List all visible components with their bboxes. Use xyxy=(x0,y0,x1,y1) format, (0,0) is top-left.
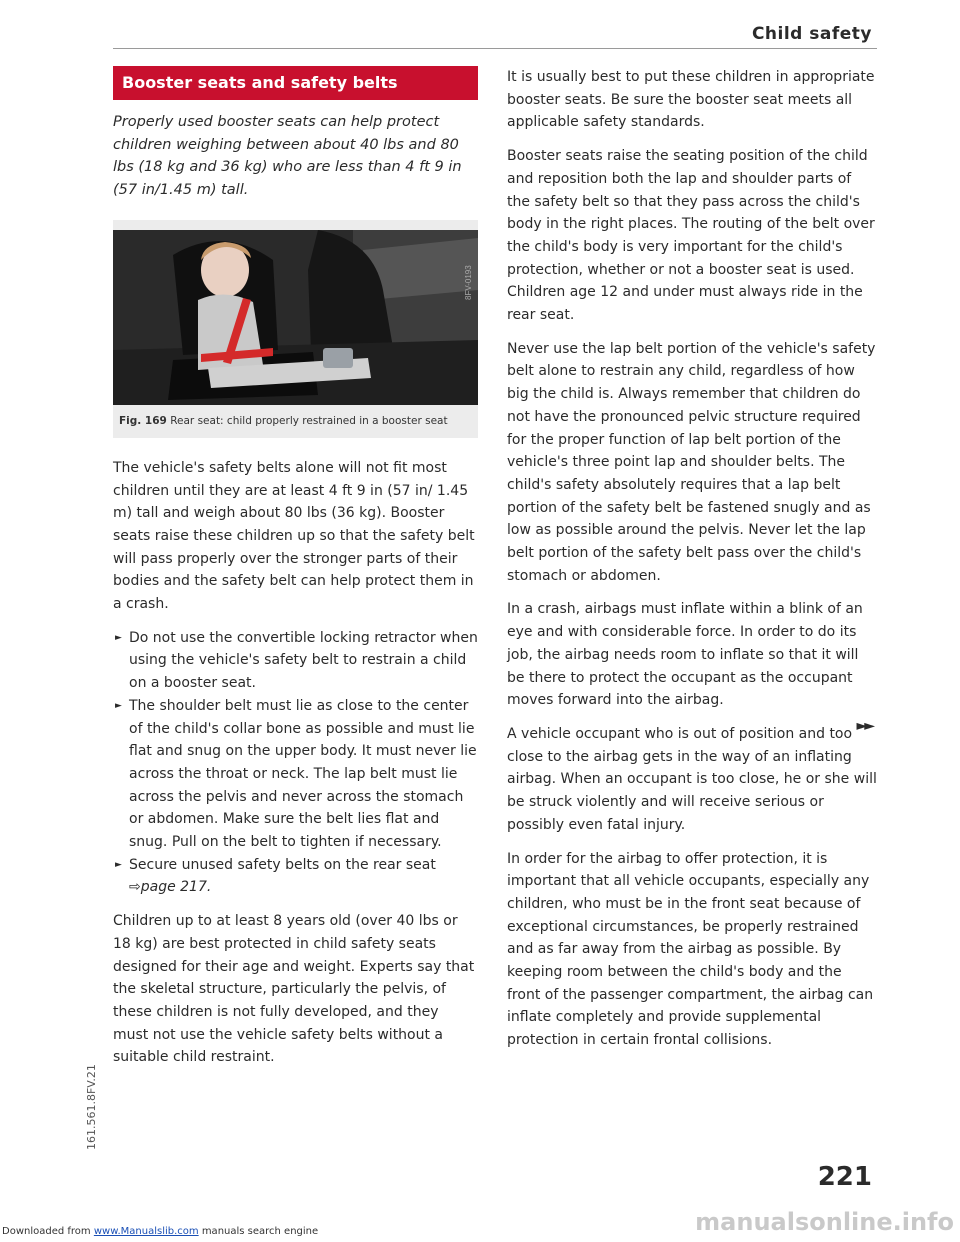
watermark: manualsonline.info xyxy=(695,1208,954,1236)
list-item: ► The shoulder belt must lie as close to the center of the child's collar bone as possible and must lie flat and snug on the upper body. It must never lie across the throat or neck. The lap belt must lie across the pelvis and never across the stomach or abdomen. Make sure the belt lies flat and snug. Pull on the belt to tighten if necessary. xyxy=(113,695,478,854)
page-reference-link[interactable]: ⇨page 217. xyxy=(129,879,212,896)
figure-code: 8FV-0193 xyxy=(464,265,473,300)
right-column xyxy=(507,66,877,1052)
bullet-triangle-icon: ► xyxy=(115,859,122,870)
child-hand xyxy=(323,348,353,368)
body-paragraph-2: Children up to at least 8 years old (over 40 lbs or 18 kg) are best protected in child safety seats designed for their age and weight. Experts say that the skeletal structure, particularly the pelvis, of these children is not fully developed, and they must not use the vehicle safety belts without a suitable child restraint. xyxy=(113,913,475,1066)
body-paragraph: It is usually best to put these children in appropriate booster seats. Be sure the booster seat meets all applicable safety standards. xyxy=(507,69,875,131)
body-paragraph: Never use the lap belt portion of the vehicle's safety belt alone to restrain any child, regardless of how big the child is. Always remember that children do not have the pronounced pelvic structure required for the proper function of lap belt portion of the vehicle's three point lap and shoulder belts. The child's safety absolutely requires that a lap belt portion of the safety belt be fastened snugly and as low as possible around the pelvis. Never let the lap belt portion of the safety belt pass over the child's stomach or abdomen. xyxy=(507,340,876,584)
body-paragraph: A vehicle occupant who is out of position and too close to the airbag gets in the way of an inflating airbag. When an occupant is too close, he or she will be struck violently and will receive serious or possibly even fatal injury. xyxy=(507,725,877,833)
bullet-triangle-icon: ► xyxy=(115,700,122,711)
list-item: ► Do not use the convertible locking retractor when using the vehicle's safety belt to restrain a child on a booster seat. xyxy=(113,627,478,695)
footer: Downloaded from www.Manualslib.com manuals search engine xyxy=(2,1226,319,1237)
body-paragraph-1: The vehicle's safety belts alone will not fit most children until they are at least 4 ft 9 in (57 in/ 1.45 m) tall and weigh about 80 lbs (36 kg). Booster seats raise these children up so that the safety belt will pass properly over the stronger parts of their bodies and the safety belt can help protect them in a crash. xyxy=(113,459,475,613)
page-number: 221 xyxy=(817,1162,872,1192)
continue-arrow-icon: ►► xyxy=(856,718,872,734)
body-paragraph: In a crash, airbags must inflate within a blink of an eye and with considerable force. In order to do its job, the airbag needs room to inflate so that it will be there to protect the occupant as the occupant moves forward into the airbag. xyxy=(507,601,863,709)
body-paragraph: In order for the airbag to offer protection, it is important that all vehicle occupants, especially any children, who must be in the front seat because of exceptional circumstances, be properly restrained and as far away from the airbag as possible. By keeping room between the child's body and the front of the passenger compartment, the airbag can inflate completely and provide supplemental protection in certain frontal collisions. xyxy=(507,850,874,1049)
figure-caption xyxy=(113,405,478,430)
header-rule xyxy=(113,48,877,49)
bullet-triangle-icon: ► xyxy=(115,632,122,643)
section-intro: Properly used booster seats can help protect children weighing between about 40 lbs and 80 lbs (18 kg and 36 kg) who are less than 4 ft 9 in (57 in/1.45 m) tall. xyxy=(113,114,462,199)
running-header-title: Child safety xyxy=(751,24,872,44)
figure-label: Fig. 169 xyxy=(119,414,167,427)
body-paragraph: Booster seats raise the seating position of the child and reposition both the lap and shoulder parts of the safety belt so that they pass across the child's body in the right places. The routing of the belt over the child's body is very important for the child's protection, whether or not a booster seat is used. Children age 12 and under must always ride in the rear seat. xyxy=(507,148,875,324)
manualslib-link[interactable]: www.Manualslib.com xyxy=(93,1226,199,1237)
instruction-list xyxy=(113,627,478,899)
figure xyxy=(113,220,478,438)
list-item: ► Secure unused safety belts on the rear seat ⇨page 217. xyxy=(113,854,478,899)
left-column xyxy=(113,66,478,1069)
section-heading: Booster seats and safety belts xyxy=(113,66,478,100)
side-document-code: 161.561.8FV.21 xyxy=(85,1064,98,1150)
figure-caption-text: Rear seat: child properly restrained in a booster seat xyxy=(170,414,448,427)
booster-seat-photo xyxy=(113,230,478,405)
